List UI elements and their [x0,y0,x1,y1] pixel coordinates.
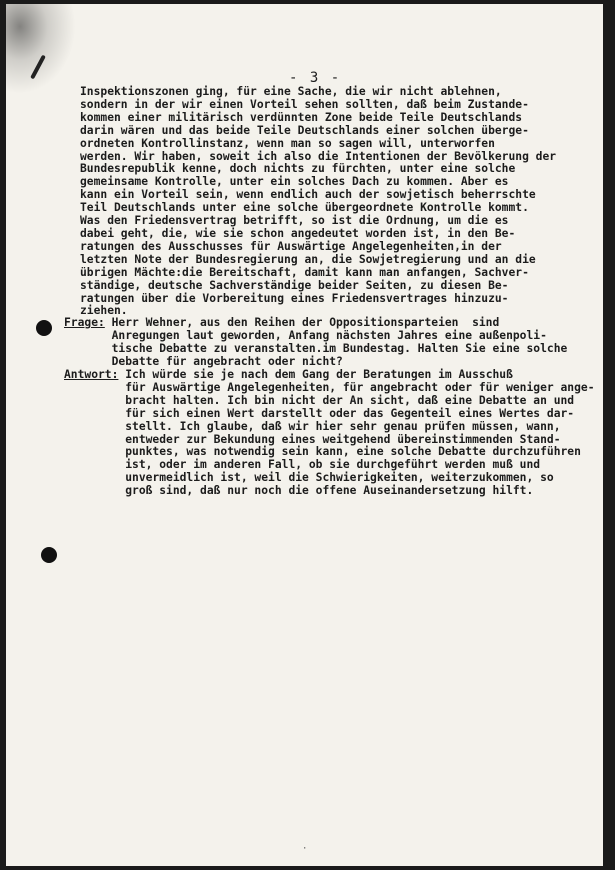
main-paragraph-line: ratungen über die Vorbereitung eines Friedensvertrages hinzuzu- [80,291,509,305]
answer-block [64,369,595,498]
answer-line: entweder zur Bekundung eines weitgehend übereinstimmenden Stand- [64,432,561,446]
answer-line: stellt. Ich glaube, daß wir hier sehr genau prüfen müssen, wann, [64,419,561,433]
main-paragraph-line: sondern in der wir einen Vorteil sehen sollten, daß beim Zustande- [80,97,529,111]
main-paragraph-line: ordneten Kontrollinstanz, wenn man so sagen will, unterworfen [80,136,495,150]
main-paragraph-line: ratungen des Ausschusses für Auswärtige Angelegenheiten,in der [80,239,502,253]
question-line-text: Herr Wehner, aus den Reihen der Oppositionsparteien sind [104,316,500,329]
main-paragraph-line: darin wären und das beide Teile Deutschlands einer solchen überge- [80,123,529,137]
answer-line [64,369,595,382]
main-paragraph-line: ziehen. [80,304,128,318]
footer-mark: · [302,844,308,854]
main-paragraph-line: dabei geht, die, wie sie schon angedeutet worden ist, in den Be- [80,226,516,240]
question-line [64,317,567,330]
main-paragraph-line: Bundesrepublik kenne, doch nichts zu fürchten, unter eine solche [80,162,516,176]
answer-line: bracht halten. Ich bin nicht der An sicht, daß eine Debatte an und [64,393,575,407]
main-paragraph-line: ständige, deutsche Sachverständige beider Seiten, zu diesen Be- [80,278,509,292]
answer-line-text: Ich würde sie je nach dem Gang der Beratungen im Ausschuß [118,368,513,381]
main-paragraph-line: übrigen Mächte:die Bereitschaft, damit kann man anfangen, Sachver- [80,265,529,279]
question-block [64,317,567,369]
answer-line: für sich einen Wert darstellt oder das Gegenteil eines Wertes dar- [64,406,575,420]
main-paragraph [80,86,556,318]
question-line: Debatte für angebracht oder nicht? [64,354,343,368]
document-page [6,4,603,866]
answer-line: für Auswärtige Angelegenheiten, für angebracht oder für weniger ange- [64,380,595,394]
question-line: Anregungen laut geworden, Anfang nächsten Jahres eine außenpoli- [64,328,547,342]
question-label: Frage: [64,316,105,329]
answer-line: punktes, was notwendig sein kann, eine solche Debatte durchzuführen [64,445,581,459]
scan-scuff-mark [6,4,76,94]
main-paragraph-line: Teil Deutschlands unter eine solche übergeordnete Kontrolle kommt. [80,201,529,215]
main-paragraph-line: kann ein Vorteil sein, wenn endlich auch der sowjetisch beherrschte [80,188,536,202]
punch-hole-upper [36,320,52,336]
answer-line: groß sind, daß nur noch die offene Auseinandersetzung hilft. [64,484,534,498]
main-paragraph-line: werden. Wir haben, soweit ich also die Intentionen der Bevölkerung der [80,149,557,163]
answer-line: unvermeidlich ist, weil die Schwierigkeiten, weiterzukommen, so [64,471,554,485]
main-paragraph-line: Was den Friedensvertrag betrifft, so ist die Ordnung, um die es [80,214,509,228]
main-paragraph-line: Inspektionszonen ging, für eine Sache, die wir nicht ablehnen, [80,85,502,98]
question-line: tische Debatte zu veranstalten.im Bundestag. Halten Sie eine solche [64,341,568,355]
page-number: - 3 - [289,70,342,86]
answer-line: ist, oder im anderen Fall, ob sie durchgeführt werden muß und [64,458,541,472]
main-paragraph-line: gemeinsame Kontrolle, unter ein solches Dach zu kommen. Aber es [80,175,509,189]
main-paragraph-line: letzten Note der Bundesregierung an, die Sowjetregierung und an die [80,252,536,266]
answer-label: Antwort: [64,368,119,381]
punch-hole-lower [41,547,57,563]
main-paragraph-line: kommen einer militärisch verdünnten Zone beide Teile Deutschlands [80,110,523,124]
